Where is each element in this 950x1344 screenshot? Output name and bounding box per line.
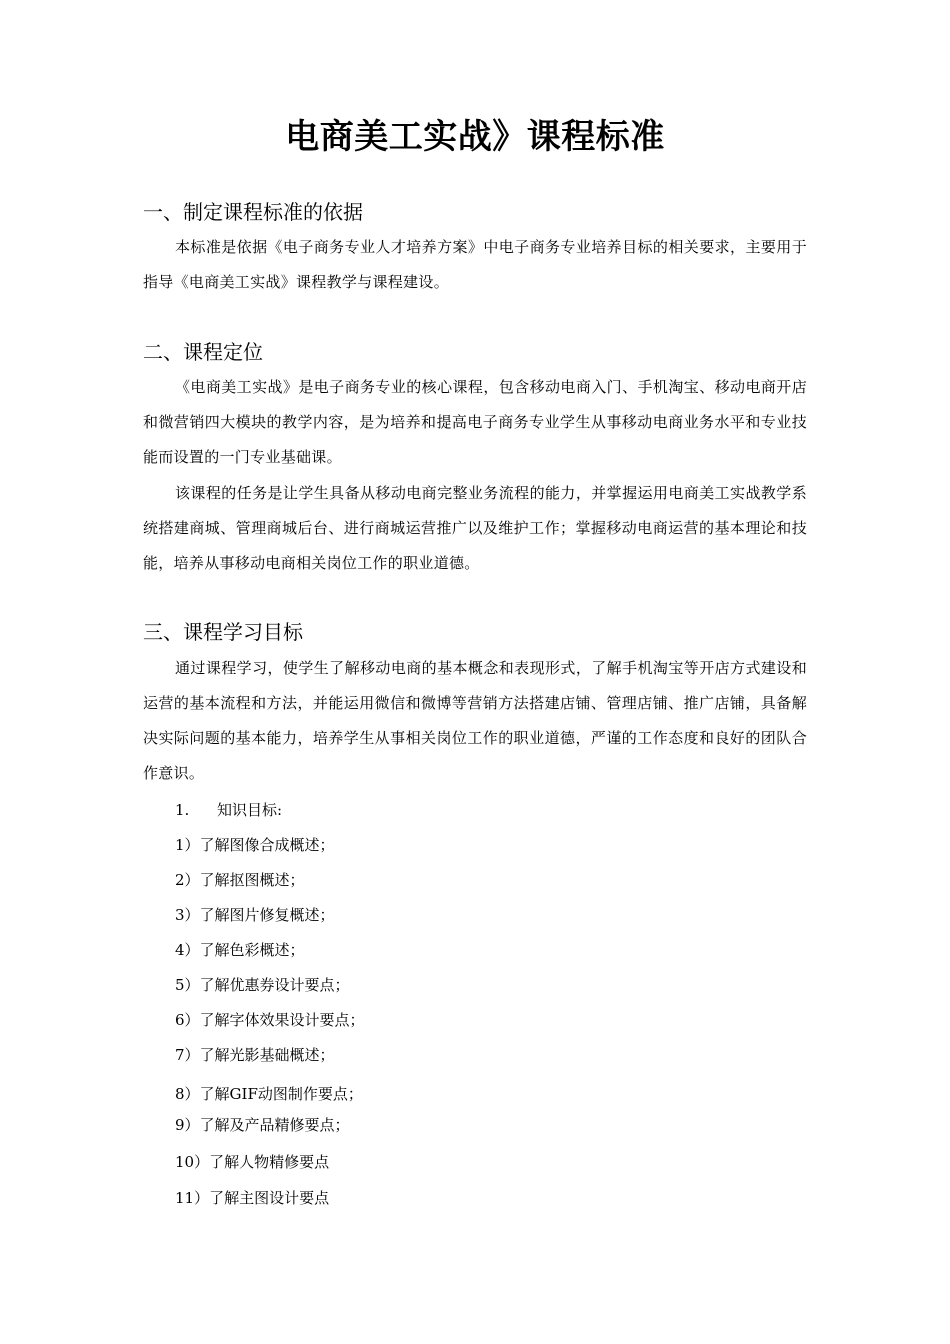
list-item: 3）了解图片修复概述； <box>175 906 335 924</box>
section-positioning-paragraph-1: 《电商美工实战》是电子商务专业的核心课程，包含移动电商入门、手机淘宝、移动电商开店和微营销四大模块的教学内容，是为培养和提高电子商务专业学生从事移动电商业务水平和专业技能而设置的一门专业基础课。 <box>143 378 807 466</box>
list-item: 5）了解优惠券设计要点； <box>175 976 350 994</box>
list-item: 2）了解抠图概述； <box>175 871 305 889</box>
list-item: 9）了解及产品精修要点； <box>175 1116 350 1134</box>
document-title: 电商美工实战》课程标准 <box>285 117 665 157</box>
section-heading-basis: 一、制定课程标准的依据 <box>143 200 363 224</box>
list-number: 1. <box>175 801 190 819</box>
list-item: 6）了解字体效果设计要点； <box>175 1011 365 1029</box>
list-item: 4）了解色彩概述； <box>175 941 305 959</box>
section-heading-objectives: 三、课程学习目标 <box>143 620 303 644</box>
list-item: 7）了解光影基础概述； <box>175 1046 335 1064</box>
list-item: 8）了解GIF动图制作要点； <box>175 1085 363 1103</box>
list-label: 知识目标: <box>217 801 283 819</box>
list-item: 10）了解人物精修要点 <box>175 1153 330 1171</box>
section-basis-paragraph: 本标准是依据《电子商务专业人才培养方案》中电子商务专业培养目标的相关要求，主要用于指导《电商美工实战》课程教学与课程建设。 <box>143 238 807 291</box>
list-item: 1）了解图像合成概述； <box>175 836 335 854</box>
section-heading-positioning: 二、课程定位 <box>143 340 263 364</box>
knowledge-objectives-heading <box>175 799 282 821</box>
section-positioning-paragraph-2: 该课程的任务是让学生具备从移动电商完整业务流程的能力，并掌握运用电商美工实战教学系统搭建商城、管理商城后台、进行商城运营推广以及维护工作；掌握移动电商运营的基本理论和技能，培养从事移动电商相关岗位工作的职业道德。 <box>143 484 807 572</box>
section-objectives-paragraph: 通过课程学习，使学生了解移动电商的基本概念和表现形式，了解手机淘宝等开店方式建设和运营的基本流程和方法，并能运用微信和微博等营销方法搭建店铺、管理店铺、推广店铺，具备解决实际问题的基本能力，培养学生从事相关岗位工作的职业道德，严谨的工作态度和良好的团队合作意识。 <box>143 659 807 782</box>
list-item: 11）了解主图设计要点 <box>175 1189 330 1207</box>
